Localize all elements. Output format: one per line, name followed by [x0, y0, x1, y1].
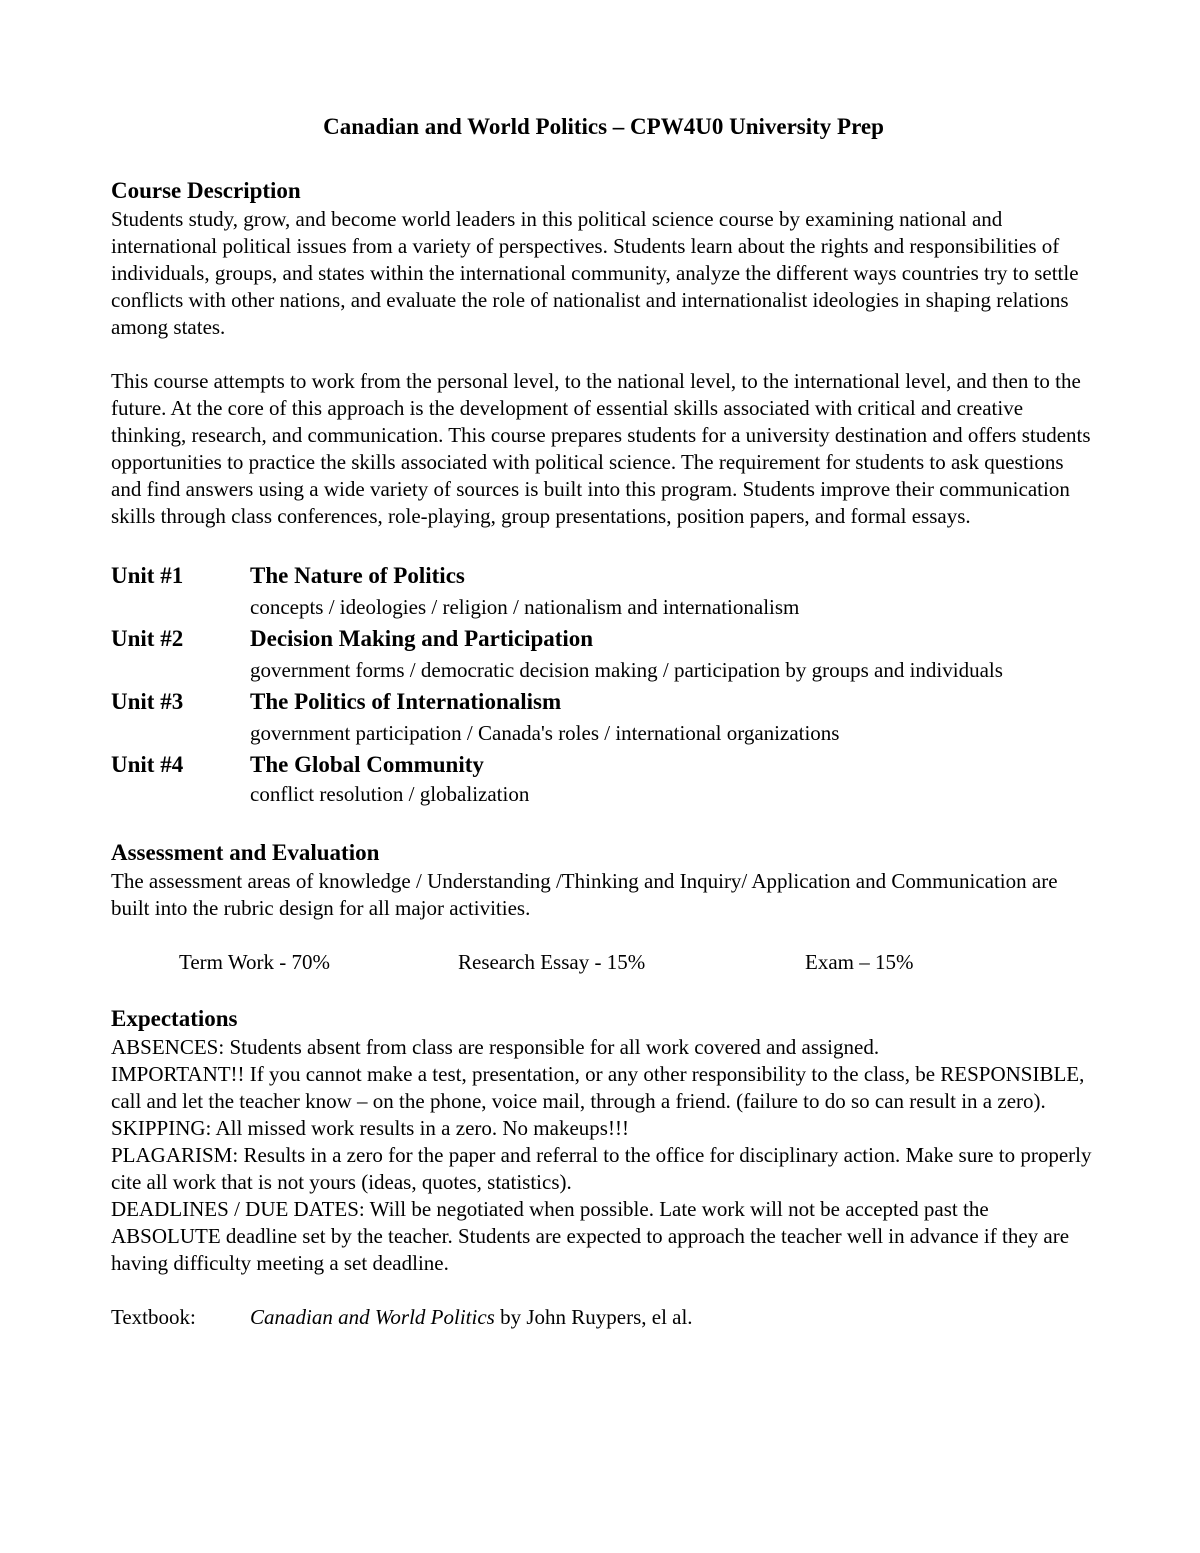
- expectation-important: IMPORTANT!! If you cannot make a test, presentation, or any other responsibility to the class, be RESPONSIBLE, call and let the teacher know – on the phone, voice mail, through a friend. (failure to do so can result in a zero).: [111, 1062, 1085, 1113]
- document-title: Canadian and World Politics – CPW4U0 University Prep: [323, 114, 884, 139]
- unit-body: [250, 749, 1096, 810]
- unit-row: [111, 749, 1096, 810]
- unit-topics: government participation / Canada's roles / international organizations: [250, 721, 840, 745]
- course-description-paragraph-2: This course attempts to work from the personal level, to the national level, to the international level, and then to the future. At the core of this approach is the development of essential skills associated with critical and creative thinking, research, and communication. This course prepares students for a university destination and offers students opportunities to practice the skills associated with political science. The requirement for students to ask questions and find answers using a wide variety of sources is built into this program. Students improve their communication skills through class conferences, role-playing, group presentations, position papers, and formal essays.: [111, 369, 1091, 528]
- expectation-absences: ABSENCES: Students absent from class are responsible for all work covered and assigned.: [111, 1035, 880, 1059]
- unit-number: Unit #1: [111, 563, 184, 588]
- unit-row: [111, 686, 1096, 749]
- unit-topics: conflict resolution / globalization: [250, 782, 530, 806]
- unit-topics: government forms / democratic decision making / participation by groups and individuals: [250, 658, 1003, 682]
- unit-title: The Global Community: [250, 752, 484, 777]
- expectations-section: [111, 1004, 1096, 1277]
- unit-number: Unit #4: [111, 752, 184, 777]
- textbook-label: Textbook:: [111, 1305, 196, 1329]
- course-description-heading: Course Description: [111, 178, 301, 203]
- textbook-line: [111, 1304, 1096, 1331]
- expectation-plagiarism: PLAGARISM: Results in a zero for the paper and referral to the office for disciplinary action. Make sure to properly cite all work that is not yours (ideas, quotes, statistics).: [111, 1143, 1092, 1194]
- course-description-paragraph-1: Students study, grow, and become world leaders in this political science course by examining national and international political issues from a variety of perspectives. Students learn about the rights and responsibilities of individuals, groups, and states within the international community, analyze the different ways countries try to settle conflicts with other nations, and evaluate the role of nationalist and internationalist ideologies in shaping relations among states.: [111, 207, 1079, 339]
- textbook-byline: by John Ruypers, el al.: [494, 1305, 693, 1329]
- textbook-citation: [250, 1304, 693, 1331]
- assessment-text: The assessment areas of knowledge / Understanding /Thinking and Inquiry/ Application and Communication are built into the rubric design for all major activities.: [111, 869, 1058, 920]
- unit-number: Unit #2: [111, 626, 184, 651]
- unit-body: [250, 623, 1096, 686]
- assessment-heading: Assessment and Evaluation: [111, 840, 380, 865]
- unit-number: Unit #3: [111, 689, 184, 714]
- unit-body: [250, 686, 1096, 749]
- document-page: [111, 112, 1096, 1331]
- expectations-heading: Expectations: [111, 1006, 238, 1031]
- unit-row: [111, 560, 1096, 623]
- expectation-deadlines: DEADLINES / DUE DATES: Will be negotiated when possible. Late work will not be accepted past the ABSOLUTE deadline set by the teacher. Students are expected to approach the teacher well in advance if they are having difficulty meeting a set deadline.: [111, 1197, 1070, 1275]
- expectation-skipping: SKIPPING: All missed work results in a zero. No makeups!!!: [111, 1116, 629, 1140]
- textbook-title: Canadian and World Politics: [250, 1305, 495, 1329]
- assessment-section: [111, 838, 1096, 976]
- grade-item-term-work: Term Work - 70%: [179, 950, 330, 974]
- grade-item-exam: Exam – 15%: [805, 950, 914, 974]
- unit-row: [111, 623, 1096, 686]
- unit-title: The Politics of Internationalism: [250, 689, 562, 714]
- unit-topics: concepts / ideologies / religion / nationalism and internationalism: [250, 595, 800, 619]
- unit-title: The Nature of Politics: [250, 563, 465, 588]
- unit-body: [250, 560, 1096, 623]
- grade-breakdown: [111, 949, 1096, 976]
- units-list: [111, 560, 1096, 810]
- unit-title: Decision Making and Participation: [250, 626, 594, 651]
- grade-item-research-essay: Research Essay - 15%: [458, 950, 646, 974]
